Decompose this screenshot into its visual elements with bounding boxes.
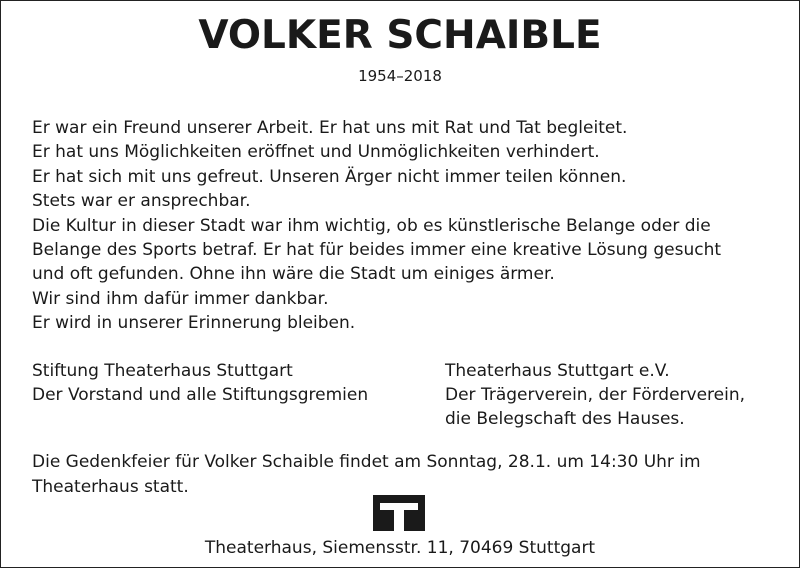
signature-line: Stiftung Theaterhaus Stuttgart (32, 361, 293, 381)
signature-line: Der Trägerverein, der Förderverein, (445, 385, 746, 405)
signature-line: die Belegschaft des Hauses. (445, 409, 685, 429)
memorial-line: Die Gedenkfeier für Volker Schaible findet am Sonntag, 28.1. um 14:30 Uhr im (32, 452, 701, 472)
venue-address: Theaterhaus, Siemensstr. 11, 70469 Stuttgart (204, 538, 596, 558)
life-years: 1954–2018 (358, 67, 442, 85)
obituary-line: Er wird in unserer Erinnerung bleiben. (32, 313, 356, 334)
obituary-line: Wir sind ihm dafür immer dankbar. (32, 288, 329, 309)
signature-line: Theaterhaus Stuttgart e.V. (445, 361, 670, 381)
theaterhaus-t-logo-icon (373, 495, 425, 531)
signature-association (445, 359, 745, 431)
obituary-line: Belange des Sports betraf. Er hat für beides immer eine kreative Lösung gesucht (32, 240, 722, 261)
obituary-line: Er hat sich mit uns gefreut. Unseren Ärger nicht immer teilen können. (32, 166, 627, 187)
memorial-announcement (32, 450, 772, 500)
obituary-text (32, 116, 782, 336)
obituary-line: Die Kultur in dieser Stadt war ihm wichtig, ob es künstlerische Belange oder die (32, 215, 711, 236)
signature-line: Der Vorstand und alle Stiftungsgremien (32, 385, 369, 405)
obituary-line: und oft gefunden. Ohne ihn wäre die Stadt um einiges ärmer. (32, 264, 555, 285)
deceased-name: VOLKER SCHAIBLE (198, 13, 602, 58)
signature-foundation (32, 359, 368, 407)
obituary-line: Er hat uns Möglichkeiten eröffnet und Unmöglichkeiten verhindert. (32, 142, 600, 163)
logo-t-bar (380, 503, 418, 510)
memorial-line: Theaterhaus statt. (32, 477, 189, 497)
obituary-line: Er war ein Freund unserer Arbeit. Er hat uns mit Rat und Tat begleitet. (32, 118, 628, 138)
obituary-line: Stets war er ansprechbar. (32, 191, 251, 212)
logo-t-stem (394, 510, 404, 531)
